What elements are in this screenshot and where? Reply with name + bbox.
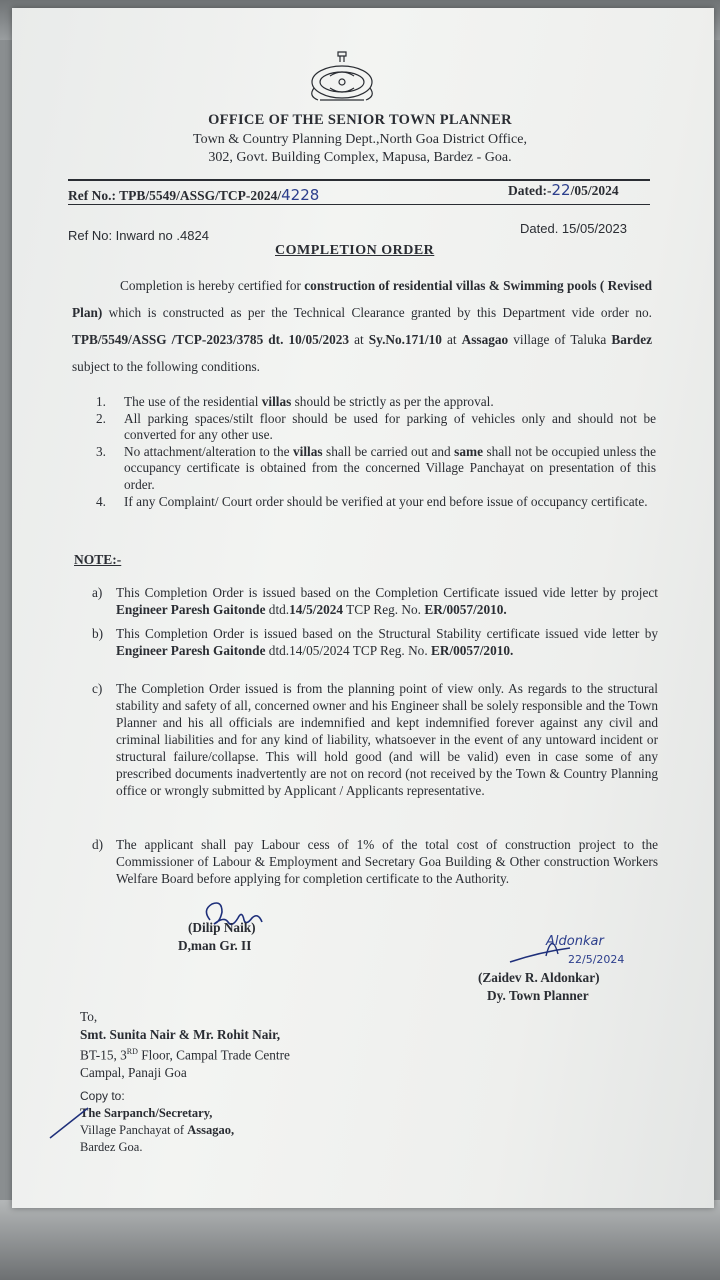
to-label: To, bbox=[80, 1009, 98, 1024]
inward-reference: Ref No: Inward no .4824 bbox=[68, 228, 209, 243]
department-line: Town & Country Planning Dept.,North Goa District Office, bbox=[193, 132, 527, 147]
header-rule-bottom bbox=[68, 204, 650, 205]
addressee-address-line1: BT-15, 3RD Floor, Campal Trade Centre bbox=[80, 1047, 290, 1063]
document-title: COMPLETION ORDER bbox=[275, 243, 435, 258]
copy-to-line3: Bardez Goa. bbox=[80, 1140, 143, 1154]
reference-number: Ref No.: TPB/5549/ASSG/TCP-2024/4228 bbox=[68, 186, 320, 204]
signatory-right-designation: Dy. Town Planner bbox=[487, 988, 589, 1003]
condition-item: 4. If any Complaint/ Court order should be verified at your end before issue of occupancy certificate. bbox=[96, 493, 648, 509]
addressee-name: Smt. Sunita Nair & Mr. Rohit Nair, bbox=[80, 1026, 281, 1042]
copy-to-block bbox=[80, 1088, 234, 1156]
condition-item: 3. No attachment/alteration to the villas shall be carried out and same shall not be occupied unless the occupancy certificate is obtained from the concerned Village Panchayat on presentation of this order. bbox=[96, 443, 656, 492]
handwritten-signature-date: 22/5/2024 bbox=[568, 953, 625, 966]
copy-to-line2: Village Panchayat of Assagao, bbox=[80, 1123, 235, 1137]
note-item-c: c) The Completion Order issued is from the planning point of view only. As regards to the structural stability and safety of all, concerned owner and his Engineer shall be solely responsible and the Town Planner and his all officials are indemnified and kept indemnified forever against any civil and criminal liabilities and for any kind of liability, whatsoever in the event of any untoward incident or structural failure/collapse. This will hold good (and will be valid) even in case some of any prescribed documents inadvertently are not on record (not received by the Town & Country Planning office or wrongly submitted by Applicant / Applicants representative. bbox=[92, 681, 658, 798]
condition-item: 2. All parking spaces/stilt floor should be used for parking of vehicles only and should not be converted for any other use. bbox=[96, 410, 656, 443]
copy-to-label: Copy to: bbox=[80, 1089, 125, 1103]
copy-to-line1: The Sarpanch/Secretary, bbox=[80, 1106, 213, 1120]
note-item-a: a) This Completion Order is issued based on the Completion Certificate issued vide letter by project Engineer Paresh Gaitonde dtd.14/5/2024 TCP Reg. No. ER/0057/2010. bbox=[92, 585, 658, 617]
conditions-list bbox=[96, 394, 656, 510]
office-title: OFFICE OF THE SENIOR TOWN PLANNER bbox=[208, 112, 512, 128]
signatory-left-designation: D,man Gr. II bbox=[178, 938, 252, 953]
note-heading: NOTE:- bbox=[74, 552, 122, 567]
handwritten-ref-number: 4228 bbox=[281, 186, 320, 204]
note-item-d: d) The applicant shall pay Labour cess of 1% of the total cost of construction project to the Commissioner of Labour & Employment and Secretary Goa Building & Other construction Workers Welfare Board before applying for completion certificate to the Authority. bbox=[92, 837, 658, 886]
order-date: Dated:-22/05/2024 bbox=[508, 181, 619, 199]
inward-date: Dated. 15/05/2023 bbox=[520, 221, 627, 236]
address-line: 302, Govt. Building Complex, Mapusa, Bardez - Goa. bbox=[208, 150, 512, 165]
photo-background-bottom bbox=[0, 1200, 720, 1280]
handwritten-day: 22 bbox=[551, 181, 571, 199]
signatory-right-name: (Zaidev R. Aldonkar) bbox=[478, 970, 600, 985]
certification-paragraph: Completion is hereby certified for construction of residential villas & Swimming pools ( Revised Plan) which is constructed as per the Technical Clearance granted by this Department vide order no. TPB/5549/ASSG /TCP-2023/3785 dt. 10/05/2023 at Sy.No.171/10 at Assagao village of Taluka Bardez subject to the following conditions. bbox=[72, 278, 653, 374]
addressee-block bbox=[80, 1008, 290, 1081]
pen-stroke-mark bbox=[46, 1104, 92, 1142]
state-emblem-icon bbox=[300, 48, 384, 110]
condition-item: 1. The use of the residential villas should be strictly as per the approval. bbox=[96, 394, 494, 409]
handwritten-signature-text: Aldonkar bbox=[546, 934, 604, 949]
signatory-left-name: (Dilip Naik) bbox=[188, 920, 256, 935]
addressee-address-line2: Campal, Panaji Goa bbox=[80, 1064, 187, 1080]
note-item-b: b) This Completion Order is issued based on the Structural Stability certificate issued vide letter by Engineer Paresh Gaitonde dtd.14/05/2024 TCP Reg. No. ER/0057/2010. bbox=[92, 626, 658, 658]
